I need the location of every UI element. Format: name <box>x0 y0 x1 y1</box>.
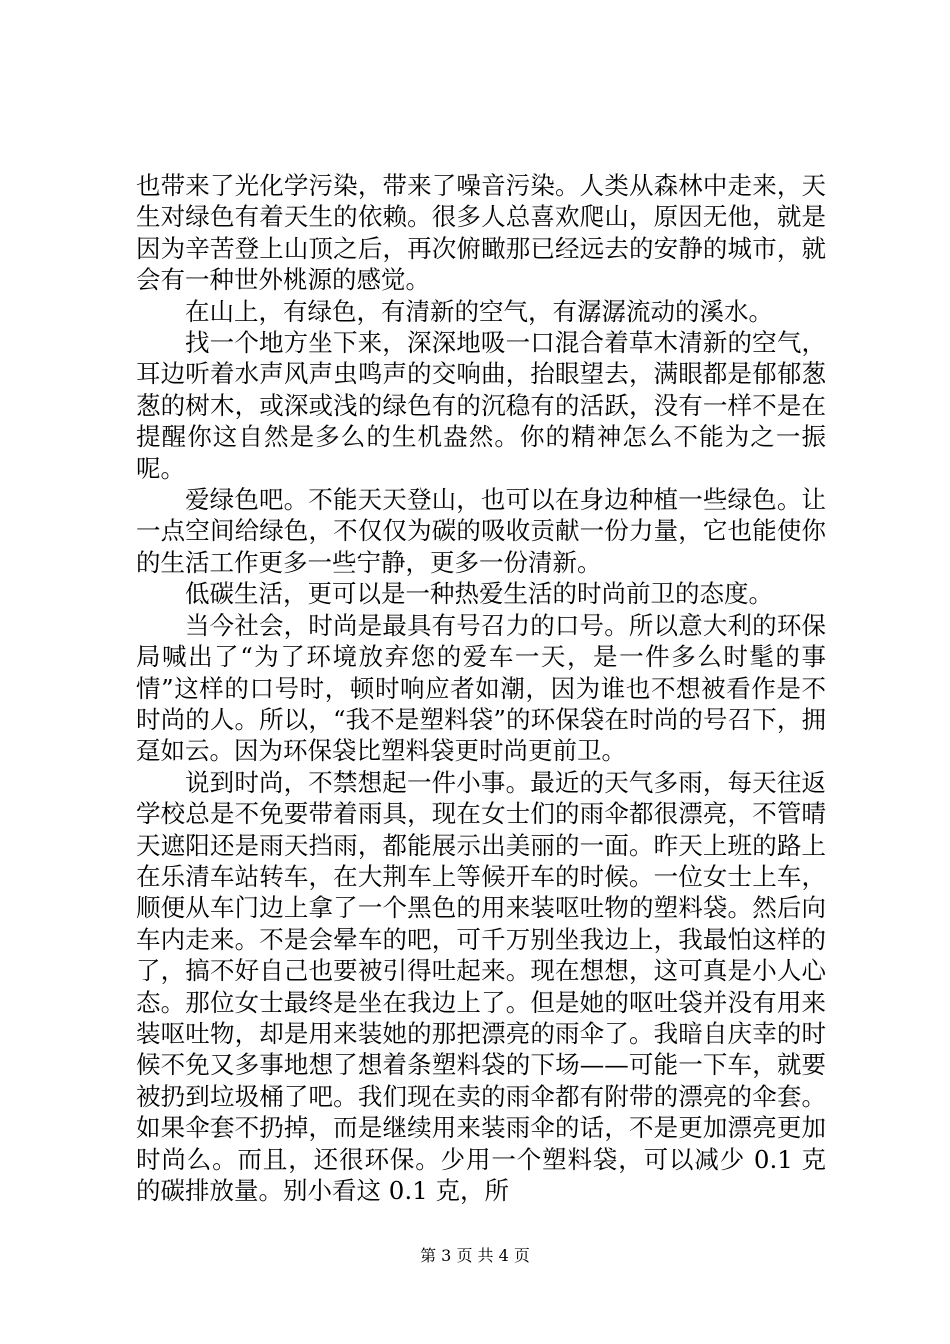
paragraph-7: 说到时尚，不禁想起一件小事。最近的天气多雨，每天往返学校总是不免要带着雨具，现在女士们的雨伞都很漂亮，不管晴天遮阳还是雨天挡雨，都能展示出美丽的一面。昨天上班的路上在乐清车站转车，在大荆车上等候开车的时候。一位女士上车，顺便从车门边上拿了一个黑色的用来装呕吐物的塑料袋。然后向车内走来。不是会晕车的吧，可千万别坐我边上，我最怕这样的了，搞不好自己也要被引得吐起来。现在想想，这可真是小人心态。那位女士最终是坐在我边上了。但是她的呕吐袋并没有用来装呕吐物，却是用来装她的那把漂亮的雨伞了。我暗自庆幸的时候不免又多事地想了想着条塑料袋的下场——可能一下车，就要被扔到垃圾桶了吧。我们现在卖的雨伞都有附带的漂亮的伞套。如果伞套不扔掉，而是继续用来装雨伞的话，不是更加漂亮更加时尚么。而且，还很环保。少用一个塑料袋，可以减少 0.1 克的碳排放量。别小看这 0.1 克，所 <box>136 767 826 1205</box>
page-footer <box>0 1246 950 1266</box>
paragraph-4: 爱绿色吧。不能天天登山，也可以在身边种植一些绿色。让一点空间给绿色，不仅仅为碳的吸收贡献一份力量，它也能使你的生活工作更多一些宁静，更多一份清新。 <box>136 485 826 577</box>
paragraph-2: 在山上，有绿色，有清新的空气，有潺潺流动的溪水。 <box>185 296 773 326</box>
paragraph-6: 当今社会，时尚是最具有号召力的口号。所以意大利的环保局喊出了“为了环境放弃您的爱车一天，是一件多么时髦的事情”这样的口号时，顿时响应者如潮，因为谁也不想被看作是不时尚的人。所以，“我不是塑料袋”的环保袋在时尚的号召下，拥趸如云。因为环保袋比塑料袋更时尚更前卫。 <box>136 610 826 766</box>
paragraph-3: 找一个地方坐下来，深深地吸一口混合着草木清新的空气，耳边听着水声风声虫鸣声的交响曲，抬眼望去，满眼都是郁郁葱葱的树木，或深或浅的绿色有的沉稳有的活跃，没有一样不是在提醒你这自然是多么的生机盎然。你的精神怎么不能为之一振呢。 <box>136 328 826 483</box>
paragraph-5: 低碳生活，更可以是一种热爱生活的时尚前卫的态度。 <box>185 579 773 609</box>
document-body <box>136 170 826 1206</box>
page-number-label: 第 3 页 共 4 页 <box>420 1246 530 1265</box>
paragraph-1: 也带来了光化学污染，带来了噪音污染。人类从森林中走来，天生对绿色有着天生的依赖。很多人总喜欢爬山，原因无他，就是因为辛苦登上山顶之后，再次俯瞰那已经远去的安静的城市，就会有一种世外桃源的感觉。 <box>136 171 826 295</box>
